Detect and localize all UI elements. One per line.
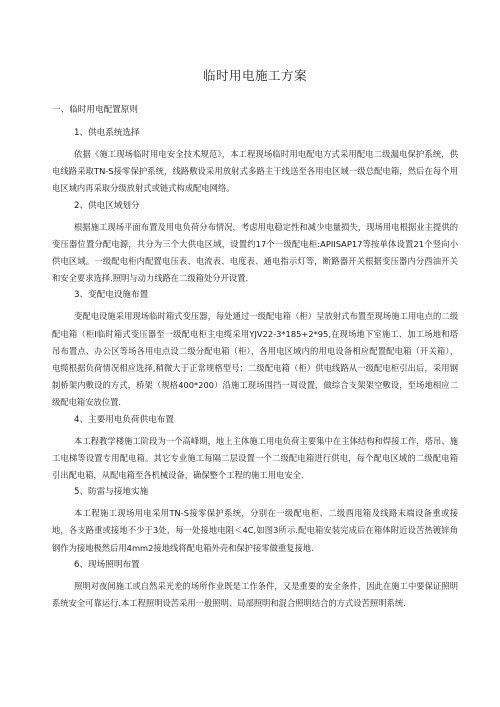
subsection-paragraph: 变配电设施采用现场临时箱式变压器，每处通过一级配电箱（柜）呈放射式布置至现场施工用电点的二级配电箱（柜I临时箱式变压器至一级配电柜主电缆采用YJV22-3*185+2*95,在现场地下室施工、加工场地和塔吊布置点、办公区等场各用电点设二级分配电箱（柜），各用电区域内的用电设备相应配置配电箱（开关箱），电缆根据负荷情况相应选择,稍微大于正常规格型号；二级配电箱（柜）供电线路从一级配电柜引出后，采用钢制桥架内敷设的方式，桥架（规格400*200）沿施工现场围挡一周设置，做综合支架架空敷设，至场地相应二级配电箱安放位置. bbox=[52, 311, 458, 408]
subsection-lightning-grounding bbox=[52, 486, 458, 557]
subsection-site-lighting bbox=[52, 559, 458, 612]
subsection-main-load bbox=[52, 414, 458, 485]
document-title: 临时用电施工方案 bbox=[202, 68, 307, 83]
section-heading: 一、临时用电配置原则 bbox=[52, 105, 138, 115]
subsection-paragraph: 照明对夜间施工或自然采光差的场所作业既是工作条件，又是重要的安全条件，因此在施工中要保证照明系统安全可靠运行.本工程照明设苦采用一般照明、局部照明和混合照明结合的方式设苦照明系统. bbox=[52, 580, 458, 609]
subsection-supply-system bbox=[52, 127, 458, 198]
subsection-substation-layout bbox=[52, 289, 458, 411]
subsection-paragraph: 本工程施工现场用电采用TN-S接零保护系统，分别在一级配电柜、二级酉甩箱及线路末端设备重或接地，各支路重或接地不少于3处，每一处接地电阻＜4C,如图3所示.配电箱安装完成后在箱体附近设苦热镀锌角钢作为接地极然后用4mm2接地线将配电箱外壳和保护接零做重复接地. bbox=[52, 508, 458, 553]
subsection-heading: 5、防雷与接地实施 bbox=[74, 487, 149, 498]
subsection-paragraph: 本工程教学楼施工阶段为一个高峰期，地上主体施工用电负荷主要集中在主体结构和焊接工作，塔吊、施工电梯等设置专用配电箱。其它专业施工每隔二层设置一个二级配电箱进行供电，每个配电区域的二级配电箱引出配电箱，从配电箱至各机械设备，确保整个工程的施工用电安全. bbox=[52, 435, 458, 481]
subsection-paragraph: 依据《施工现场临时用电安全技术规范》，本工程现场临时用电配电方式采用配电二级漏电保护系统，供电线路采取TN-S接零保护系统，线路敷设采用放射式多路主干线送至各用电区域一级总配电箱，然后在每个用电区域内再采取分级放射式或链式构成配电网络。 bbox=[52, 149, 458, 194]
subsection-heading: 6、现场照明布置 bbox=[74, 559, 140, 570]
subsection-heading: 2、供电区域划分 bbox=[74, 200, 140, 211]
subsection-paragraph: 根据施工现场平面布置及用电负荷分布情况，考虑用电稳定性和减少电量损失，现场用电根据业主提供的变压器位置分配电源，共分为三个大供电区域，设置约17个一级配电柜:APIISAP17等按单体设置21个竖向小供电区域。一级配电柜内配置电压表、电流表、电度表、通电指示灯等，断路器开关根据变压器内分酉油开关和安全要求选择.照明与动力线路在二级箱处分开设置. bbox=[52, 221, 458, 284]
subsection-heading: 1、供电系统选择 bbox=[74, 128, 140, 138]
subsection-heading: 3、变配电设施布置 bbox=[74, 290, 149, 301]
subsection-heading: 4、主要用电负荷供电布置 bbox=[74, 414, 174, 425]
subsection-supply-zones bbox=[52, 200, 458, 288]
